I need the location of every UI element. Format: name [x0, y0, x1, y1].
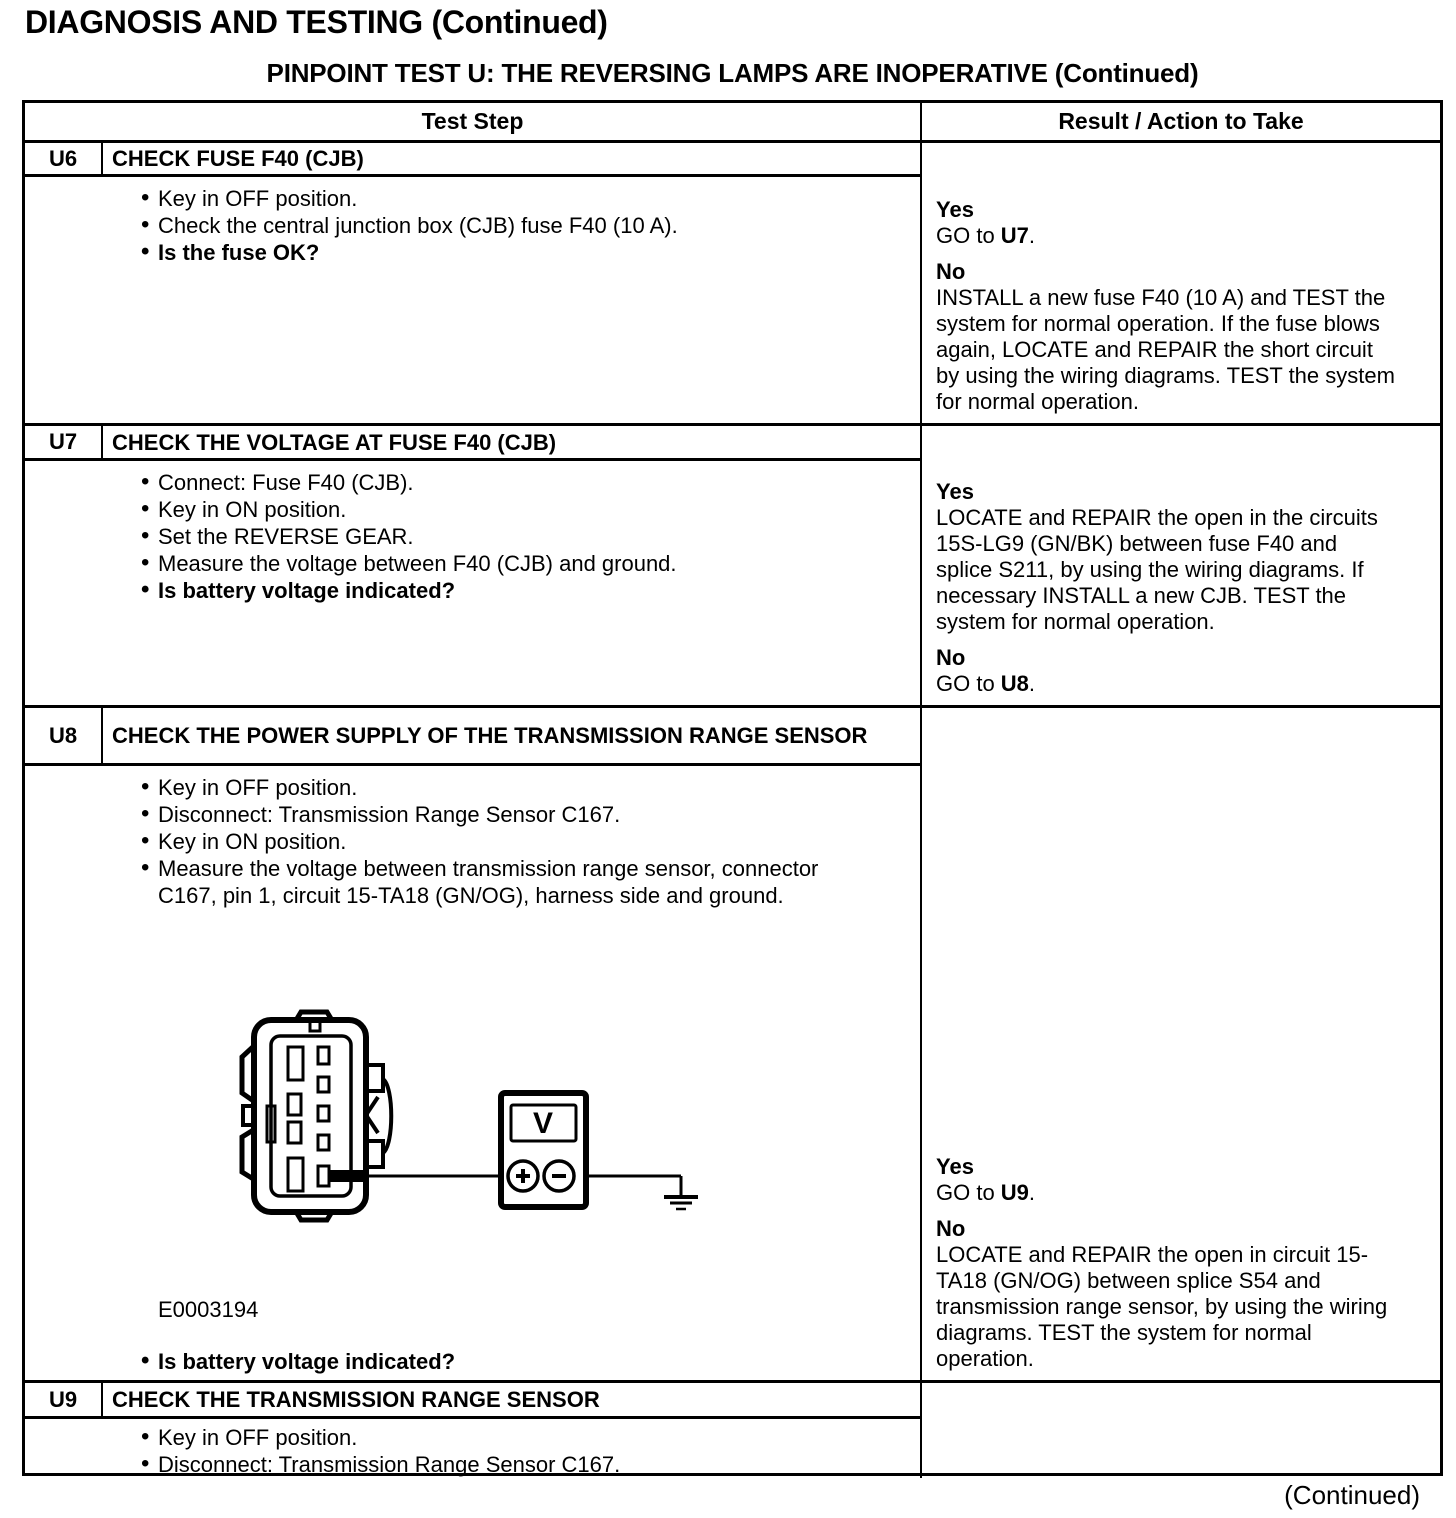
result-cell-u8: [920, 708, 1440, 1380]
connector-latch: [366, 1065, 391, 1167]
test-instruction: • Measure the voltage between transmission range sensor, connector C167, pin 1, circuit 15-TA18 (GN/OG), harness side and ground.: [25, 855, 825, 909]
test-instruction: • Connect: Fuse F40 (CJB).: [25, 469, 825, 496]
step-strip-u6: [25, 143, 920, 177]
go-to-target: U9: [1000, 1180, 1029, 1205]
step-strip-u7: [25, 426, 920, 461]
pinpoint-test-table: [22, 100, 1443, 1476]
test-instruction: • Set the REVERSE GEAR.: [25, 523, 825, 550]
result-cell-u7: [920, 426, 1440, 705]
test-question: • Is battery voltage indicated?: [25, 1348, 825, 1375]
test-instruction: • Key in ON position.: [25, 828, 825, 855]
step-body-u8: [25, 766, 920, 1380]
go-to-target: U8: [1000, 671, 1029, 696]
step-title-u6: CHECK FUSE F40 (CJB): [112, 146, 364, 171]
test-instruction: • Disconnect: Transmission Range Sensor C167.: [25, 1451, 825, 1478]
result-no-label: No: [936, 645, 966, 670]
result-yes-text: GO to U7.: [936, 223, 1036, 248]
footer-continued-label: (Continued): [1284, 1480, 1420, 1510]
column-header-test-step: Test Step: [421, 108, 524, 134]
test-instruction: • Disconnect: Transmission Range Sensor C167.: [25, 801, 825, 828]
question-row-u8: [25, 1348, 920, 1375]
connector-icon: [242, 1012, 391, 1220]
test-step-section-u7: [25, 423, 1440, 705]
test-instruction: • Key in ON position.: [25, 496, 825, 523]
column-header-result: Result / Action to Take: [920, 103, 1440, 140]
result-no-block: [936, 259, 1395, 415]
step-id-u8: U8: [25, 708, 103, 763]
result-yes-label: Yes: [936, 1154, 974, 1179]
step-title-u7: CHECK THE VOLTAGE AT FUSE F40 (CJB): [112, 429, 557, 455]
ground-symbol-icon: [664, 1176, 698, 1209]
test-instruction: • Key in OFF position.: [25, 185, 825, 212]
step-body-u6: [25, 177, 920, 423]
meter-display-label: V: [532, 1107, 554, 1140]
result-no-text: INSTALL a new fuse F40 (10 A) and TEST the system for normal operation. If the fuse blows again, LOCATE and REPAIR the short circuit by using the wiring diagrams. TEST the system for normal operation.: [936, 285, 1395, 414]
result-yes-text: GO to U9.: [936, 1180, 1036, 1205]
instruction-list-u6: [25, 185, 920, 266]
test-step-section-u8: [25, 705, 1440, 1380]
step-strip-u9: [25, 1383, 920, 1419]
wire-stub: [329, 1170, 367, 1182]
test-instruction: • Check the central junction box (CJB) fuse F40 (10 A).: [25, 212, 825, 239]
test-step-cell-u8: [25, 708, 920, 1380]
result-no-text: LOCATE and REPAIR the open in circuit 15-TA18 (GN/OG) between splice S54 and transmission range sensor, by using the wiring diagrams. TEST the system for normal operation.: [936, 1242, 1388, 1371]
step-id-u7: U7: [25, 426, 103, 458]
test-question: • Is battery voltage indicated?: [25, 577, 825, 604]
test-step-cell-u6: [25, 143, 920, 423]
result-yes-block: [936, 1154, 1395, 1206]
minus-terminal-icon: [544, 1161, 574, 1191]
instruction-list-u8: [25, 774, 920, 909]
measurement-figure: [238, 1009, 708, 1224]
step-title-u8: CHECK THE POWER SUPPLY OF THE TRANSMISSION RANGE SENSOR: [112, 723, 868, 748]
figure-reference-label: E0003194: [158, 1297, 259, 1322]
plus-terminal-icon: [508, 1161, 538, 1191]
step-title-u9: CHECK THE TRANSMISSION RANGE SENSOR: [112, 1387, 600, 1412]
result-yes-label: Yes: [936, 197, 974, 222]
test-step-section-u6: [25, 140, 1440, 423]
result-no-block: [936, 1216, 1395, 1372]
step-strip-u8: [25, 708, 920, 766]
result-yes-text: LOCATE and REPAIR the open in the circuits 15S-LG9 (GN/BK) between fuse F40 and splice S211, by using the wiring diagrams. If necessary INSTALL a new CJB. TEST the system for normal operation.: [936, 505, 1378, 634]
result-yes-block: [936, 197, 1395, 249]
result-yes-block: [936, 479, 1395, 635]
result-yes-label: Yes: [936, 479, 974, 504]
test-instruction: • Key in OFF position.: [25, 774, 825, 801]
test-instruction: • Measure the voltage between F40 (CJB) and ground.: [25, 550, 825, 577]
instruction-list-u7: [25, 469, 920, 604]
pinpoint-test-title: PINPOINT TEST U: THE REVERSING LAMPS ARE INOPERATIVE (Continued): [266, 58, 1199, 88]
table-header-row: [25, 103, 1440, 140]
go-to-target: U7: [1000, 223, 1029, 248]
result-cell-u9: [920, 1383, 1440, 1478]
result-no-label: No: [936, 259, 966, 284]
measurement-diagram: [238, 1009, 708, 1224]
test-step-cell-u9: [25, 1383, 920, 1478]
test-step-cell-u7: [25, 426, 920, 705]
step-body-u9: [25, 1419, 920, 1478]
step-id-u6: U6: [25, 143, 103, 174]
step-id-u9: U9: [25, 1383, 103, 1416]
result-no-block: [936, 645, 1395, 697]
page-heading: DIAGNOSIS AND TESTING (Continued): [25, 4, 608, 40]
test-instruction: • Key in OFF position.: [25, 1424, 825, 1451]
test-question: • Is the fuse OK?: [25, 239, 825, 266]
result-no-label: No: [936, 1216, 966, 1241]
result-no-text: GO to U8.: [936, 671, 1036, 696]
step-body-u7: [25, 461, 920, 705]
voltmeter-icon: [501, 1093, 586, 1207]
test-step-section-u9: [25, 1380, 1440, 1478]
result-cell-u6: [920, 143, 1440, 423]
instruction-list-u9: [25, 1424, 920, 1478]
